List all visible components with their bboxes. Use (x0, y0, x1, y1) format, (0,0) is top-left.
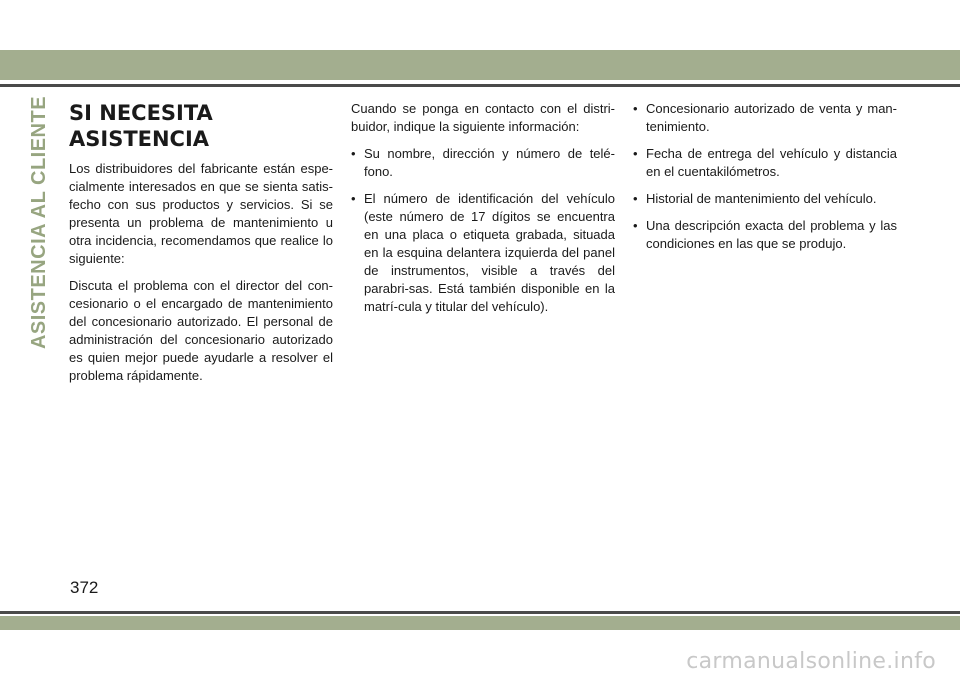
footer-rule (0, 611, 960, 614)
list-item: • Fecha de entrega del vehículo y distancia en el cuentakilómetros. (633, 145, 897, 181)
bullet-list (351, 145, 615, 316)
list-item: • Concesionario autorizado de venta y man-tenimiento. (633, 100, 897, 136)
header-rule (0, 84, 960, 87)
column-2 (351, 100, 615, 325)
page-number: 372 (70, 578, 99, 597)
paragraph: Los distribuidores del fabricante están espe-cialmente interesados en que se sienta satis-fecho con sus productos y servicios. Si se presenta un problema de mantenimiento u otra incidencia, recomendamos que realice lo siguiente: (69, 161, 333, 266)
paragraph: Discuta el problema con el director del con-cesionario o el encargado de mantenimiento del concesionario autorizado. El personal de administración del concesionario autorizado es quien mejor puede ayudarle a resolver el problema rápidamente. (69, 278, 333, 383)
side-tab-label: ASISTENCIA AL CLIENTE (28, 95, 51, 350)
watermark-text: carmanualsonline.info (686, 649, 936, 674)
list-item: • Historial de mantenimiento del vehículo. (633, 190, 897, 208)
footer-band (0, 616, 960, 630)
bullet-list (633, 100, 897, 253)
list-item: • Una descripción exacta del problema y las condiciones en las que se produjo. (633, 217, 897, 253)
list-item: • El número de identificación del vehículo (este número de 17 dígitos se encuentra en una placa o etiqueta grabada, situada en la esquina delantera izquierda del panel de instrumentos, visible a través del parabri-sas. Está también disponible en la matrí-cula y titular del vehículo). (351, 190, 615, 316)
column-3 (633, 100, 897, 262)
paragraph: Cuando se ponga en contacto con el distri-buidor, indique la siguiente información: (351, 101, 615, 134)
header-band (0, 50, 960, 80)
column-1 (69, 100, 333, 394)
section-title: SI NECESITA ASISTENCIA (69, 101, 213, 151)
list-item: • Su nombre, dirección y número de telé-fono. (351, 145, 615, 181)
section-side-tab (25, 95, 55, 350)
